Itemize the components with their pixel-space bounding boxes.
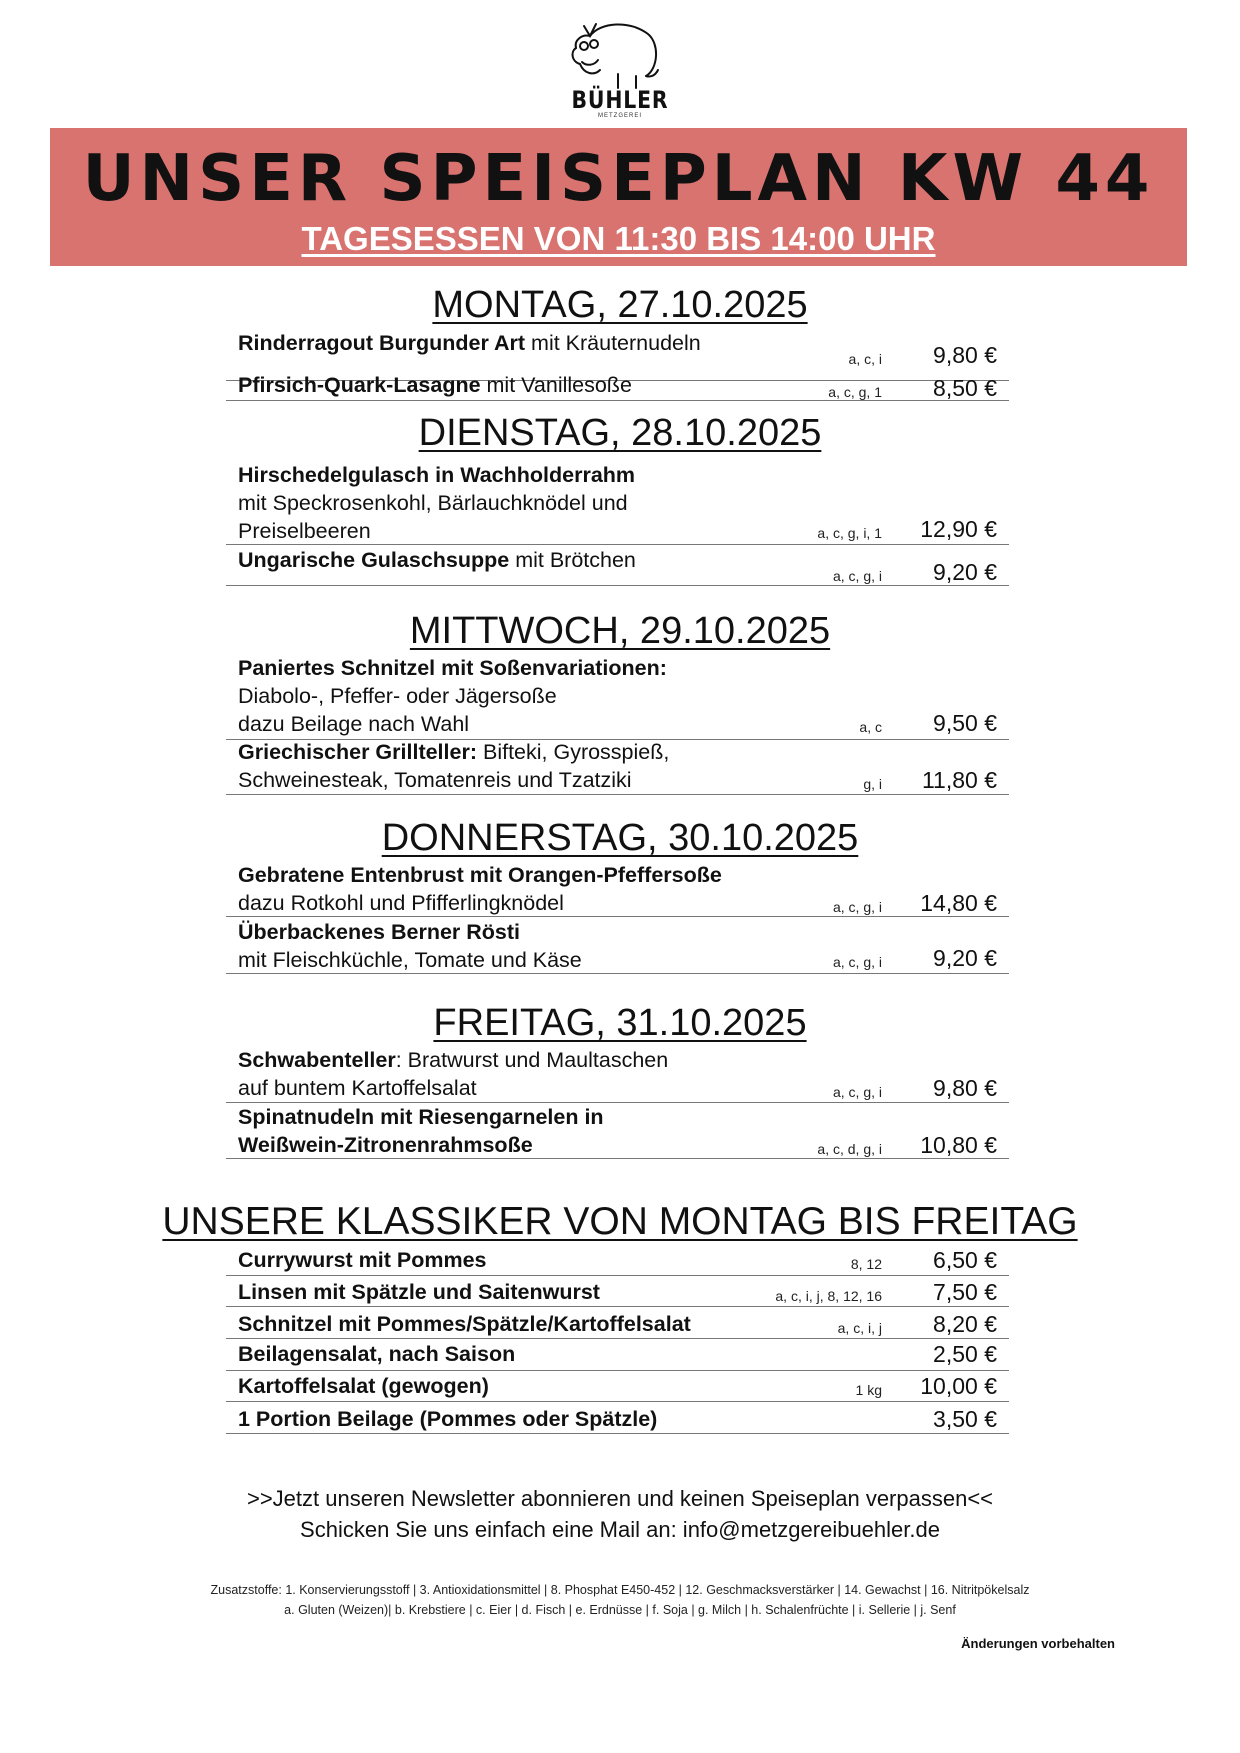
- changes-note: Änderungen vorbehalten: [961, 1636, 1115, 1651]
- allergen-codes: a, c, g, i, 1: [817, 525, 882, 541]
- allergen-codes: a, c, d, g, i: [817, 1141, 882, 1157]
- price: 10,00 €: [920, 1373, 997, 1399]
- menu-item-line: [238, 1278, 600, 1306]
- menu-item-line: [238, 461, 635, 489]
- row-divider: [226, 1275, 1009, 1276]
- dish-name: Hirschedelgulasch in Wachholderrahm: [238, 463, 636, 487]
- dish-description: auf buntem Kartoffelsalat: [238, 1076, 477, 1100]
- allergen-codes: a, c, g, 1: [828, 384, 882, 400]
- dish-description: : Bratwurst und Maultaschen: [395, 1048, 669, 1072]
- allergen-codes: a, c, g, i: [832, 1084, 882, 1100]
- dish-name: Pfirsich-Quark-Lasagne: [238, 373, 481, 397]
- dish-name: Paniertes Schnitzel mit Soßenvariationen:: [238, 656, 667, 680]
- brand-name: BÜHLER: [571, 86, 669, 114]
- dish-description: Preiselbeeren: [238, 519, 371, 543]
- day-heading-text: DONNERSTAG, 30.10.2025: [381, 817, 859, 859]
- dish-description: dazu Rotkohl und Pfifferlingknödel: [238, 891, 564, 915]
- dish-name: Kartoffelsalat (gewogen): [238, 1374, 489, 1398]
- header-banner: [50, 128, 1187, 266]
- row-divider: [226, 544, 1009, 545]
- price: 11,80 €: [921, 767, 997, 793]
- day-heading: [0, 609, 1240, 653]
- row-divider: [226, 916, 1009, 917]
- dish-description: Schweinesteak, Tomatenreis und Tzatziki: [238, 768, 632, 792]
- day-heading-text: MITTWOCH, 29.10.2025: [409, 610, 831, 652]
- dish-name: Spinatnudeln mit Riesengarnelen in: [238, 1105, 604, 1129]
- menu-item-line: [238, 1372, 489, 1400]
- allergens-legend: a. Gluten (Weizen)| b. Krebstiere | c. Eier | d. Fisch | e. Erdnüsse | f. Soja | g. Milch | h. Schalenfrüchte | i. Sellerie | j. Senf: [284, 1603, 956, 1617]
- menu-item-line: [238, 329, 701, 357]
- dish-description: mit Speckrosenkohl, Bärlauchknödel und: [238, 491, 628, 515]
- menu-item-line: [238, 946, 582, 974]
- price: 9,50 €: [933, 710, 997, 736]
- day-heading: [0, 816, 1240, 860]
- allergen-codes: a, c, i, j: [837, 1320, 882, 1336]
- allergen-codes: a, c, g, i: [832, 568, 882, 584]
- day-heading-text: UNSERE KLASSIKER VON MONTAG BIS FREITAG: [162, 1200, 1078, 1243]
- dish-description: Bifteki, Gyrosspieß,: [477, 740, 670, 764]
- row-divider: [226, 1306, 1009, 1307]
- menu-item-line: [238, 1340, 515, 1368]
- dish-name: Schnitzel mit Pommes/Spätzle/Kartoffelsalat: [238, 1312, 691, 1336]
- classics-heading: [0, 1200, 1240, 1244]
- price: 8,20 €: [933, 1311, 997, 1337]
- menu-item-line: [238, 738, 669, 766]
- dish-name: Linsen mit Spätzle und Saitenwurst: [238, 1280, 600, 1304]
- page-title: UNSER SPEISEPLAN KW 44: [82, 142, 1155, 216]
- day-heading-text: FREITAG, 31.10.2025: [433, 1002, 807, 1044]
- price: 7,50 €: [933, 1279, 997, 1305]
- dish-name: Beilagensalat, nach Saison: [238, 1342, 516, 1366]
- menu-item-line: [238, 1246, 487, 1274]
- price: 9,20 €: [933, 945, 997, 971]
- menu-item-line: [238, 889, 564, 917]
- dish-description: Diabolo-, Pfeffer- oder Jägersoße: [238, 684, 557, 708]
- menu-item-line: [238, 861, 722, 889]
- menu-item-line: [238, 1103, 604, 1131]
- row-divider: [226, 1338, 1009, 1339]
- row-divider: [226, 1433, 1009, 1434]
- menu-item-line: [238, 766, 632, 794]
- dish-name: Schwabenteller: [238, 1048, 396, 1072]
- opening-hours-text: TAGESESSEN VON 11:30 BIS 14:00 UHR: [301, 220, 936, 257]
- menu-item-line: [238, 710, 469, 738]
- dish-name: Currywurst mit Pommes: [238, 1248, 487, 1272]
- allergen-codes: a, c, g, i: [832, 954, 882, 970]
- menu-item-line: [238, 1074, 477, 1102]
- price: 12,90 €: [920, 516, 997, 542]
- pig-logo-icon: [560, 14, 680, 94]
- newsletter-email-text: Schicken Sie uns einfach eine Mail an: info@metzgereibuehler.de: [300, 1517, 940, 1542]
- menu-item-line: [238, 1310, 691, 1338]
- day-heading: [0, 411, 1240, 455]
- dish-name: Griechischer Grillteller:: [238, 740, 477, 764]
- opening-hours: [50, 220, 1187, 258]
- price: 9,80 €: [933, 1075, 997, 1101]
- menu-item-line: [238, 682, 557, 710]
- dish-description: mit Fleischküchle, Tomate und Käse: [238, 948, 582, 972]
- price: 14,80 €: [920, 890, 997, 916]
- day-heading-text: DIENSTAG, 28.10.2025: [418, 412, 822, 454]
- row-divider: [226, 1158, 1009, 1159]
- allergen-codes: a, c: [859, 719, 882, 735]
- allergen-codes: a, c, g, i: [832, 899, 882, 915]
- price: 2,50 €: [933, 1341, 997, 1367]
- menu-item-line: [238, 517, 371, 545]
- price: 10,80 €: [920, 1132, 997, 1158]
- allergen-codes: g, i: [863, 776, 882, 792]
- menu-item-line: [238, 1131, 533, 1159]
- day-heading: [0, 283, 1240, 327]
- menu-item-line: [238, 1405, 657, 1433]
- row-divider: [226, 973, 1009, 974]
- price: 6,50 €: [933, 1247, 997, 1273]
- menu-item-line: [238, 1046, 668, 1074]
- allergen-codes: 8, 12: [850, 1256, 882, 1272]
- dish-name: Überbackenes Berner Rösti: [238, 920, 520, 944]
- menu-item-line: [238, 654, 667, 682]
- dish-description: mit Vanillesoße: [480, 373, 632, 397]
- dish-description: dazu Beilage nach Wahl: [238, 712, 470, 736]
- dish-description: mit Kräuternudeln: [525, 331, 701, 355]
- brand-subtitle: METZGEREI: [597, 113, 642, 119]
- dish-name: 1 Portion Beilage (Pommes oder Spätzle): [238, 1407, 658, 1431]
- dish-name: Rinderragout Burgunder Art: [238, 331, 526, 355]
- price: 9,20 €: [933, 559, 997, 585]
- dish-name: Ungarische Gulaschsuppe: [238, 548, 510, 572]
- price: 8,50 €: [933, 375, 997, 401]
- allergen-codes: 1 kg: [855, 1382, 882, 1398]
- dish-name: Weißwein-Zitronenrahmsoße: [238, 1133, 533, 1157]
- row-divider: [226, 400, 1009, 401]
- row-divider: [226, 585, 1009, 586]
- row-divider: [226, 1370, 1009, 1371]
- menu-item-line: [238, 546, 636, 574]
- additives-legend: Zusatzstoffe: 1. Konservierungsstoff | 3. Antioxidationsmittel | 8. Phosphat E450-452 | 12. Geschmacksverstärker | 14. Gewachst | 16. Nitritpökelsalz: [210, 1583, 1030, 1597]
- row-divider: [226, 794, 1009, 795]
- menu-item-line: [238, 918, 520, 946]
- price: 3,50 €: [933, 1406, 997, 1432]
- menu-item-line: [238, 489, 628, 517]
- dish-name: Gebratene Entenbrust mit Orangen-Pfeffersoße: [238, 863, 722, 887]
- menu-item-line: [238, 371, 632, 399]
- allergen-codes: a, c, i, j, 8, 12, 16: [775, 1288, 882, 1304]
- row-divider: [226, 1401, 1009, 1402]
- day-heading: [0, 1001, 1240, 1045]
- newsletter-text: >>Jetzt unseren Newsletter abonnieren und keinen Speiseplan verpassen<<: [246, 1486, 994, 1511]
- day-heading-text: MONTAG, 27.10.2025: [432, 284, 808, 326]
- price: 9,80 €: [933, 342, 997, 368]
- allergen-codes: a, c, i: [848, 351, 882, 367]
- dish-description: mit Brötchen: [509, 548, 636, 572]
